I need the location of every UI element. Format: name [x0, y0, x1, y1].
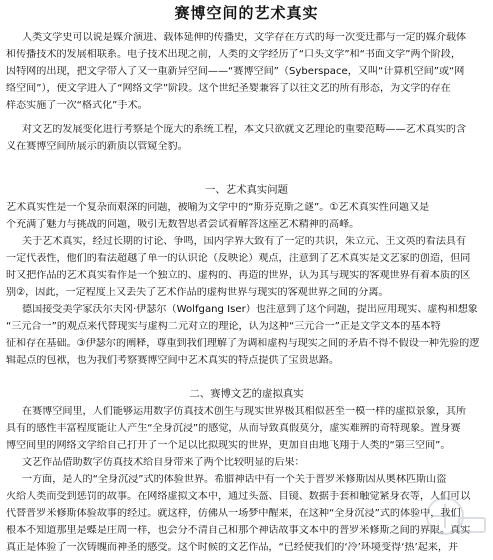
text-line: 代替普罗米修斯体验故事的经过。就这样，仿佛从一场梦中醒来，在这种“全身沉浸”式的体验中，我们 [6, 508, 461, 519]
text-line: 因特网的出现，把文学带入了又一重新异空间——“赛博空间”（Syberspace，又叫“计算机空间”或“网 [6, 66, 465, 77]
text-line: 一定代表性，他们的看法超越了单一的认识论（反映论）观点，注意到了艺术真实是文艺家的创造，但同 [6, 253, 471, 264]
text-line: 真正是体验了一次铸魄而神圣的感受。这个时候的文艺作品，“已经使我们的‘冷’环境变得‘热’起来，并 [6, 542, 459, 553]
text-line: 德国接受美学家沃尔夫冈·伊瑟尔（Wolfgang Iser）也注意到了这个问题，提出应用现实、虚构和想象 [22, 304, 478, 315]
text-line: 络空间”），使文学进入了“网络文学”阶段。这个世纪圣婴兼容了以往文艺的所有形态，为文学的存在 [6, 83, 451, 94]
text-line: 根本不知道那里是蝶是庄周一样，也会分不清自己和那个神话故事文本中的普罗米修斯之间的界限。真实 [6, 525, 471, 536]
text-line: 个充满了魅力与挑战的问题，吸引无数智思者尝试着解答这座艺术精神的高峰。 [6, 219, 360, 230]
text-line: 时又把作品的艺术真实看作是一个独立的、虚构的、再造的世界，认为其与现实的客观世界有着本质的区 [6, 270, 471, 281]
text-line: 博空间里的网络文学给自己打开了一个足以比拟现实的世界，更加自由地飞翔于人类的“第三空间”。 [6, 440, 451, 451]
text-line: 辑起点的包袱，也为我们考察赛博空间中艺术真实的特点提供了宝贵思路。 [6, 355, 340, 366]
text-line: 别②，因此，一定程度上又丢失了艺术作品的虚构世界与现实的客观世界之间的分离。 [6, 287, 389, 298]
article-title: 赛博空间的艺术真实 [174, 4, 319, 22]
text-line: 文艺作品借助数字仿真技术给自身带来了两个比较明显的后果： [22, 457, 305, 468]
text-line: 征和存在基础。③伊瑟尔的阐释，尊重到我们理解了为调和虚构与现实之间的矛盾不得不假设一种先验的逻 [6, 338, 480, 349]
text-line: 具有的感性丰富程度能让人产生“全身沉浸”的感觉，从而导致真假莫分，虚实难辨的奇特现象。置身赛 [6, 423, 461, 434]
text-line: 一方面，是人的“全身沉浸”式的体验世界。希腊神话中有一个关于普罗米修斯因从奥林匹斯山盗 [22, 474, 447, 485]
text-line: “三元合一”的观点来代替现实与虚构二元对立的理论，认为这种“三元合一”正是文学文本的基本特 [6, 321, 441, 332]
section-heading: 一、艺术真实问题 [204, 184, 289, 196]
cad-logo-watermark-icon [415, 488, 489, 554]
text-line: 和传播技术的发展相联系。电子技术出现之前，人类的文学经历了“口头文学”和“书面文学”两个阶段， [6, 49, 461, 60]
text-line: 人类文学史可以说是媒介演进、载体延伸的传播史，文学存在方式的每一次变迁都与一定的媒介载体 [22, 32, 467, 43]
text-line: 义在赛博空间所展示的新质以管窥全豹。 [6, 141, 188, 152]
text-line: 艺术真实性是一个复杂而艰深的问题，被喻为文学中的“斯芬克斯之谜”。①艺术真实性问题又是 [6, 202, 430, 213]
text-line: 对文艺的发展变化进行考察是个庞大的系统工程，本文只欲就文艺理论的重要范畴——艺术真实的含 [22, 124, 467, 135]
section-heading: 二、赛博文艺的虚拟真实 [189, 388, 304, 400]
text-line: 火给人类而受到惩罚的故事。在网络虚拟文本中，通过头盔、目镜、数据手套和触觉紧身衣等，人们可以 [6, 491, 471, 502]
text-line: 样态实施了一次“格式化”手术。 [6, 100, 148, 111]
text-line: 在赛博空间里，人们能够运用数字仿真技术创生与现实世界极其相似甚至一模一样的虚拟景象，其所 [22, 406, 467, 417]
text-line: 关于艺术真实，经过长期的讨论、争鸣，国内学界大致有了一定的共识，朱立元、王文英的看法具有 [22, 236, 467, 247]
